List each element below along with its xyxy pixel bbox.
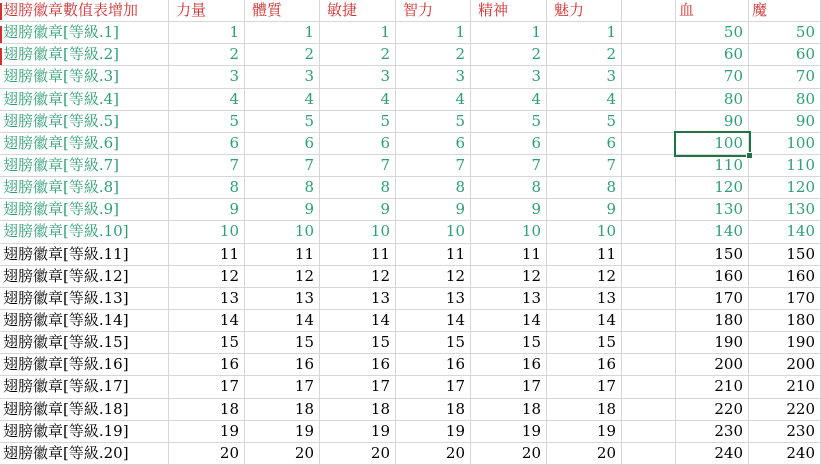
stat-cell[interactable]: 20 (320, 443, 396, 465)
stat-cell[interactable]: 10 (169, 221, 245, 243)
spacer-cell[interactable] (622, 111, 676, 133)
stat-cell[interactable]: 12 (320, 266, 396, 288)
mp-cell[interactable]: 200 (749, 354, 821, 376)
stat-cell[interactable]: 8 (396, 177, 471, 199)
stat-cell[interactable]: 20 (396, 443, 471, 465)
stat-cell[interactable]: 1 (396, 22, 471, 44)
stat-cell[interactable]: 11 (245, 244, 320, 266)
stat-cell[interactable]: 13 (547, 288, 622, 310)
stat-cell[interactable]: 8 (320, 177, 396, 199)
stat-cell[interactable]: 17 (396, 376, 471, 398)
stat-cell[interactable]: 13 (471, 288, 547, 310)
column-header[interactable]: 敏捷 (320, 0, 396, 22)
stat-cell[interactable]: 20 (169, 443, 245, 465)
stat-cell[interactable]: 14 (547, 310, 622, 332)
spacer-cell[interactable] (622, 244, 676, 266)
stat-cell[interactable]: 7 (320, 155, 396, 177)
stat-cell[interactable]: 5 (320, 111, 396, 133)
hp-cell[interactable]: 70 (676, 66, 749, 88)
stat-cell[interactable]: 4 (169, 89, 245, 111)
column-header-hp[interactable]: 血 (676, 0, 749, 22)
column-header[interactable]: 力量 (169, 0, 245, 22)
stat-cell[interactable]: 20 (245, 443, 320, 465)
mp-cell[interactable]: 210 (749, 376, 821, 398)
clipped-red-text-sliver (0, 3, 2, 20)
spacer-cell[interactable] (622, 177, 676, 199)
stat-cell[interactable]: 3 (471, 66, 547, 88)
spacer-cell[interactable] (622, 221, 676, 243)
hp-cell[interactable]: 60 (676, 44, 749, 66)
column-header-mp[interactable]: 魔 (749, 0, 821, 22)
stat-cell[interactable]: 1 (547, 22, 622, 44)
row-label[interactable]: 翅膀徽章[等級.20] (0, 443, 169, 465)
stat-cell[interactable]: 15 (547, 332, 622, 354)
row-label[interactable]: 翅膀徽章[等級.18] (0, 399, 169, 421)
stat-cell[interactable]: 9 (320, 199, 396, 221)
stat-cell[interactable]: 5 (471, 111, 547, 133)
stat-cell[interactable]: 13 (169, 288, 245, 310)
stat-cell[interactable]: 18 (547, 399, 622, 421)
stat-cell[interactable]: 18 (245, 399, 320, 421)
fill-handle[interactable] (746, 152, 753, 159)
stat-cell[interactable]: 19 (169, 421, 245, 443)
spacer-cell[interactable] (622, 22, 676, 44)
row-label[interactable]: 翅膀徽章[等級.6] (0, 133, 169, 155)
stat-cell[interactable]: 16 (245, 354, 320, 376)
spacer-cell[interactable] (622, 133, 676, 155)
mp-cell[interactable]: 220 (749, 399, 821, 421)
stat-cell[interactable]: 18 (320, 399, 396, 421)
spacer-cell[interactable] (622, 443, 676, 465)
column-header[interactable]: 魅力 (547, 0, 622, 22)
mp-cell[interactable]: 240 (749, 443, 821, 465)
row-label[interactable]: 翅膀徽章[等級.8] (0, 177, 169, 199)
stat-cell[interactable]: 15 (396, 332, 471, 354)
mp-cell[interactable]: 60 (749, 44, 821, 66)
stat-cell[interactable]: 3 (245, 66, 320, 88)
stat-cell[interactable]: 9 (169, 199, 245, 221)
table-title[interactable]: 翅膀徽章數值表增加 (0, 0, 169, 22)
row-label[interactable]: 翅膀徽章[等級.19] (0, 421, 169, 443)
mp-cell[interactable]: 170 (749, 288, 821, 310)
mp-cell[interactable]: 50 (749, 22, 821, 44)
hp-cell[interactable]: 180 (676, 310, 749, 332)
stat-cell[interactable]: 14 (245, 310, 320, 332)
row-label[interactable]: 翅膀徽章[等級.11] (0, 244, 169, 266)
stat-cell[interactable]: 3 (396, 66, 471, 88)
mp-cell[interactable]: 100 (749, 133, 821, 155)
spacer-cell[interactable] (622, 199, 676, 221)
stat-cell[interactable]: 19 (320, 421, 396, 443)
mp-cell[interactable]: 90 (749, 111, 821, 133)
stat-cell[interactable]: 9 (396, 199, 471, 221)
hp-cell[interactable]: 90 (676, 111, 749, 133)
stat-cell[interactable]: 15 (169, 332, 245, 354)
stat-cell[interactable]: 11 (547, 244, 622, 266)
stat-cell[interactable]: 4 (471, 89, 547, 111)
mp-cell[interactable]: 140 (749, 221, 821, 243)
stat-cell[interactable]: 11 (320, 244, 396, 266)
stat-cell[interactable]: 13 (320, 288, 396, 310)
row-label[interactable]: 翅膀徽章[等級.3] (0, 66, 169, 88)
spacer-cell[interactable] (622, 89, 676, 111)
stat-cell[interactable]: 12 (471, 266, 547, 288)
stat-cell[interactable]: 12 (396, 266, 471, 288)
stat-cell[interactable]: 10 (471, 221, 547, 243)
stat-cell[interactable]: 7 (471, 155, 547, 177)
row-label[interactable]: 翅膀徽章[等級.14] (0, 310, 169, 332)
stat-cell[interactable]: 13 (245, 288, 320, 310)
stat-cell[interactable]: 12 (169, 266, 245, 288)
stat-cell[interactable]: 19 (471, 421, 547, 443)
spacer-cell[interactable] (622, 155, 676, 177)
stat-cell[interactable]: 20 (547, 443, 622, 465)
stat-cell[interactable]: 16 (547, 354, 622, 376)
hp-cell[interactable]: 240 (676, 443, 749, 465)
stat-cell[interactable]: 3 (547, 66, 622, 88)
stat-cell[interactable]: 6 (396, 133, 471, 155)
stat-cell[interactable]: 8 (471, 177, 547, 199)
stat-cell[interactable]: 3 (320, 66, 396, 88)
stat-cell[interactable]: 4 (320, 89, 396, 111)
stat-cell[interactable]: 20 (471, 443, 547, 465)
stat-cell[interactable]: 10 (245, 221, 320, 243)
hp-cell[interactable]: 220 (676, 399, 749, 421)
row-label[interactable]: 翅膀徽章[等級.9] (0, 199, 169, 221)
hp-cell[interactable]: 130 (676, 199, 749, 221)
hp-cell[interactable]: 80 (676, 89, 749, 111)
hp-cell[interactable]: 160 (676, 266, 749, 288)
stat-cell[interactable]: 2 (320, 44, 396, 66)
stat-cell[interactable]: 11 (169, 244, 245, 266)
stat-cell[interactable]: 5 (547, 111, 622, 133)
stat-cell[interactable]: 16 (396, 354, 471, 376)
stat-cell[interactable]: 7 (396, 155, 471, 177)
stat-cell[interactable]: 12 (547, 266, 622, 288)
stat-cell[interactable]: 11 (396, 244, 471, 266)
stat-cell[interactable]: 16 (320, 354, 396, 376)
row-label[interactable]: 翅膀徽章[等級.15] (0, 332, 169, 354)
stat-cell[interactable]: 8 (245, 177, 320, 199)
spacer-cell[interactable] (622, 332, 676, 354)
stat-cell[interactable]: 5 (245, 111, 320, 133)
stat-cell[interactable]: 11 (471, 244, 547, 266)
stat-cell[interactable]: 18 (471, 399, 547, 421)
column-header-spacer[interactable] (622, 0, 676, 22)
stat-cell[interactable]: 2 (547, 44, 622, 66)
row-label[interactable]: 翅膀徽章[等級.12] (0, 266, 169, 288)
stat-cell[interactable]: 14 (320, 310, 396, 332)
stat-cell[interactable]: 4 (396, 89, 471, 111)
stat-cell[interactable]: 4 (245, 89, 320, 111)
clipped-red-text-sliver (0, 26, 2, 43)
hp-cell[interactable]: 170 (676, 288, 749, 310)
stat-cell[interactable]: 9 (471, 199, 547, 221)
spacer-cell[interactable] (622, 288, 676, 310)
hp-cell[interactable]: 200 (676, 354, 749, 376)
spacer-cell[interactable] (622, 266, 676, 288)
stat-cell[interactable]: 6 (320, 133, 396, 155)
stat-cell[interactable]: 1 (320, 22, 396, 44)
stat-cell[interactable]: 2 (471, 44, 547, 66)
stat-cell[interactable]: 15 (471, 332, 547, 354)
stat-cell[interactable]: 6 (245, 133, 320, 155)
row-label[interactable]: 翅膀徽章[等級.16] (0, 354, 169, 376)
row-label[interactable]: 翅膀徽章[等級.1] (0, 22, 169, 44)
mp-cell[interactable]: 110 (749, 155, 821, 177)
mp-cell[interactable]: 120 (749, 177, 821, 199)
hp-cell[interactable]: 120 (676, 177, 749, 199)
hp-cell[interactable]: 210 (676, 376, 749, 398)
stat-cell[interactable]: 15 (320, 332, 396, 354)
stat-cell[interactable]: 6 (169, 133, 245, 155)
stat-cell[interactable]: 9 (547, 199, 622, 221)
row-label[interactable]: 翅膀徽章[等級.4] (0, 89, 169, 111)
stat-cell[interactable]: 1 (169, 22, 245, 44)
stat-cell[interactable]: 16 (169, 354, 245, 376)
column-header[interactable]: 體質 (245, 0, 320, 22)
stat-cell[interactable]: 19 (396, 421, 471, 443)
spacer-cell[interactable] (622, 310, 676, 332)
column-header[interactable]: 智力 (396, 0, 471, 22)
mp-cell[interactable]: 80 (749, 89, 821, 111)
stat-cell[interactable]: 2 (396, 44, 471, 66)
stat-cell[interactable]: 7 (547, 155, 622, 177)
stat-cell[interactable]: 8 (547, 177, 622, 199)
mp-cell[interactable]: 190 (749, 332, 821, 354)
stat-cell[interactable]: 19 (245, 421, 320, 443)
mp-cell[interactable]: 180 (749, 310, 821, 332)
stat-cell[interactable]: 10 (320, 221, 396, 243)
stat-cell[interactable]: 14 (169, 310, 245, 332)
spacer-cell[interactable] (622, 66, 676, 88)
stat-cell[interactable]: 3 (169, 66, 245, 88)
hp-cell[interactable]: 50 (676, 22, 749, 44)
stat-cell[interactable]: 15 (245, 332, 320, 354)
stat-cell[interactable]: 2 (245, 44, 320, 66)
row-label[interactable]: 翅膀徽章[等級.17] (0, 376, 169, 398)
stat-cell[interactable]: 9 (245, 199, 320, 221)
stat-cell[interactable]: 17 (169, 376, 245, 398)
stat-cell[interactable]: 1 (471, 22, 547, 44)
stat-cell[interactable]: 16 (471, 354, 547, 376)
selected-cell-outline[interactable] (674, 131, 751, 157)
hp-cell[interactable]: 150 (676, 244, 749, 266)
stat-cell[interactable]: 5 (396, 111, 471, 133)
stat-cell[interactable]: 10 (396, 221, 471, 243)
stat-cell[interactable]: 8 (169, 177, 245, 199)
stat-cell[interactable]: 7 (169, 155, 245, 177)
stat-cell[interactable]: 14 (471, 310, 547, 332)
stat-cell[interactable]: 17 (547, 376, 622, 398)
hp-cell[interactable]: 100 (676, 133, 749, 155)
stat-cell[interactable]: 17 (245, 376, 320, 398)
stat-cell[interactable]: 5 (169, 111, 245, 133)
stat-cell[interactable]: 18 (169, 399, 245, 421)
mp-cell[interactable]: 160 (749, 266, 821, 288)
stat-cell[interactable]: 17 (471, 376, 547, 398)
stat-cell[interactable]: 13 (396, 288, 471, 310)
hp-cell[interactable]: 190 (676, 332, 749, 354)
spacer-cell[interactable] (622, 399, 676, 421)
spacer-cell[interactable] (622, 376, 676, 398)
row-label[interactable]: 翅膀徽章[等級.5] (0, 111, 169, 133)
stat-cell[interactable]: 7 (245, 155, 320, 177)
stat-cell[interactable]: 17 (320, 376, 396, 398)
hp-cell[interactable]: 140 (676, 221, 749, 243)
stat-cell[interactable]: 12 (245, 266, 320, 288)
hp-cell[interactable]: 230 (676, 421, 749, 443)
clipped-red-text-sliver (0, 48, 2, 65)
row-label[interactable]: 翅膀徽章[等級.2] (0, 44, 169, 66)
row-label[interactable]: 翅膀徽章[等級.13] (0, 288, 169, 310)
stat-cell[interactable]: 14 (396, 310, 471, 332)
mp-cell[interactable]: 130 (749, 199, 821, 221)
stat-cell[interactable]: 4 (547, 89, 622, 111)
mp-cell[interactable]: 150 (749, 244, 821, 266)
row-label[interactable]: 翅膀徽章[等級.10] (0, 221, 169, 243)
row-label[interactable]: 翅膀徽章[等級.7] (0, 155, 169, 177)
stat-cell[interactable]: 18 (396, 399, 471, 421)
stat-cell[interactable]: 6 (547, 133, 622, 155)
spacer-cell[interactable] (622, 44, 676, 66)
spacer-cell[interactable] (622, 421, 676, 443)
column-header[interactable]: 精神 (471, 0, 547, 22)
mp-cell[interactable]: 230 (749, 421, 821, 443)
stat-cell[interactable]: 2 (169, 44, 245, 66)
spacer-cell[interactable] (622, 354, 676, 376)
stat-cell[interactable]: 6 (471, 133, 547, 155)
stat-cell[interactable]: 10 (547, 221, 622, 243)
stat-cell[interactable]: 19 (547, 421, 622, 443)
hp-cell[interactable]: 110 (676, 155, 749, 177)
stat-cell[interactable]: 1 (245, 22, 320, 44)
mp-cell[interactable]: 70 (749, 66, 821, 88)
